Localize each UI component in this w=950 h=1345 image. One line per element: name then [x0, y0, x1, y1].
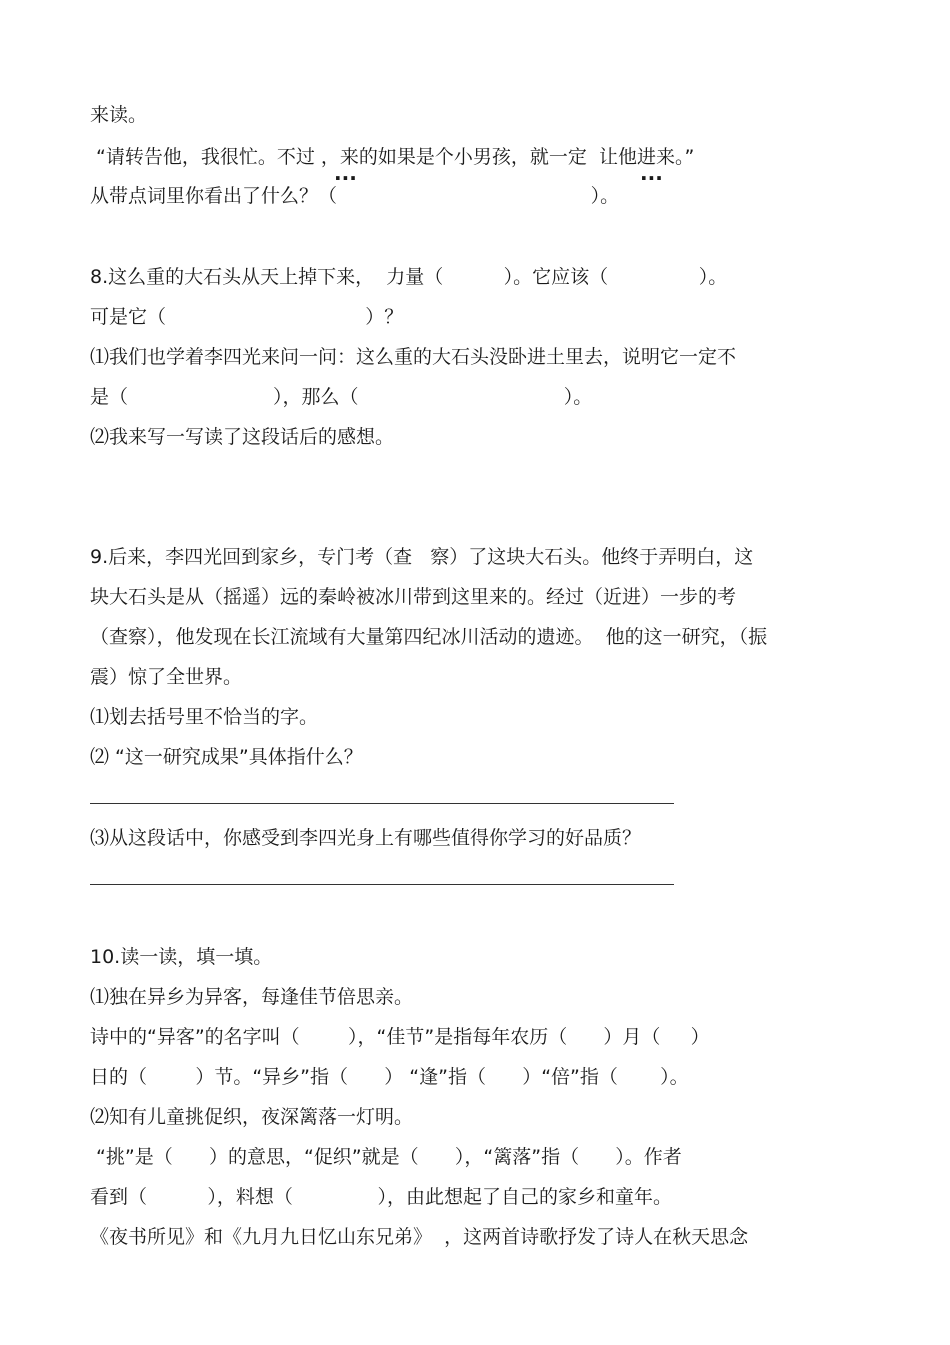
text-line: 《夜书所见》和《九月九日忆山东兄弟》 ，这两首诗歌抒发了诗人在秋天思念	[90, 1226, 749, 1248]
question-10: 10.读一读，填一填。	[90, 946, 273, 968]
answer-line[interactable]	[90, 803, 674, 804]
text-line: 日的（ ）节。“异乡”指（ ） “逢”指（ ）“倍”指（ ）。	[90, 1066, 689, 1088]
text-line: 块大石头是从（摇遥）远的秦岭被冰川带到这里来的。经过（近进）一步的考	[90, 586, 737, 608]
text-line: 可是它（ ）？	[90, 306, 404, 328]
text-line: 看到（ ），料想（ ），由此想起了自己的家乡和童年。	[90, 1186, 672, 1208]
sub-question: ⑵知有儿童挑促织，夜深篱落一灯明。	[90, 1106, 414, 1128]
text-line: “挑”是（ ）的意思，“促织”就是（ ），“篱落”指（ ）。作者	[90, 1146, 682, 1168]
text-line: 是（ ），那么（ ）。	[90, 386, 593, 408]
emphasis-dots: ...	[334, 161, 357, 185]
quote-line: “请转告他，我很忙。不过 ，来的如果是个小男孩，就一定 让他进来。”	[90, 146, 695, 168]
text-line: （查察），他发现在长江流域有大量第四纪冰川活动的遗迹。 他的这一研究，（振	[90, 626, 768, 648]
text-line: 诗中的“异客”的名字叫（ ），“佳节”是指每年农历（ ）月（ ）	[90, 1026, 710, 1048]
sub-question: ⑴独在异乡为异客，每逢佳节倍思亲。	[90, 986, 414, 1008]
text-line: 来读。	[90, 104, 148, 126]
question-line: 从带点词里你看出了什么？（ ）。	[90, 185, 620, 207]
sub-question: ⑵ “这一研究成果”具体指什么？	[90, 746, 363, 768]
answer-line[interactable]	[90, 884, 674, 885]
emphasis-dots: ...	[640, 161, 663, 185]
sub-question: ⑶从这段话中，你感受到李四光身上有哪些值得你学习的好品质？	[90, 827, 642, 849]
question-9: 9.后来，李四光回到家乡，专门考（查 察）了这块大石头。他终于弄明白，这	[90, 546, 754, 568]
sub-question: ⑴我们也学着李四光来问一问：这么重的大石头没卧进土里去，说明它一定不	[90, 346, 737, 368]
sub-question: ⑵我来写一写读了这段话后的感想。	[90, 426, 395, 448]
question-8: 8.这么重的大石头从天上掉下来， 力量（ ）。它应该（ ）。	[90, 266, 728, 288]
sub-question: ⑴划去括号里不恰当的字。	[90, 706, 319, 728]
text-line: 震）惊了全世界。	[90, 666, 243, 688]
